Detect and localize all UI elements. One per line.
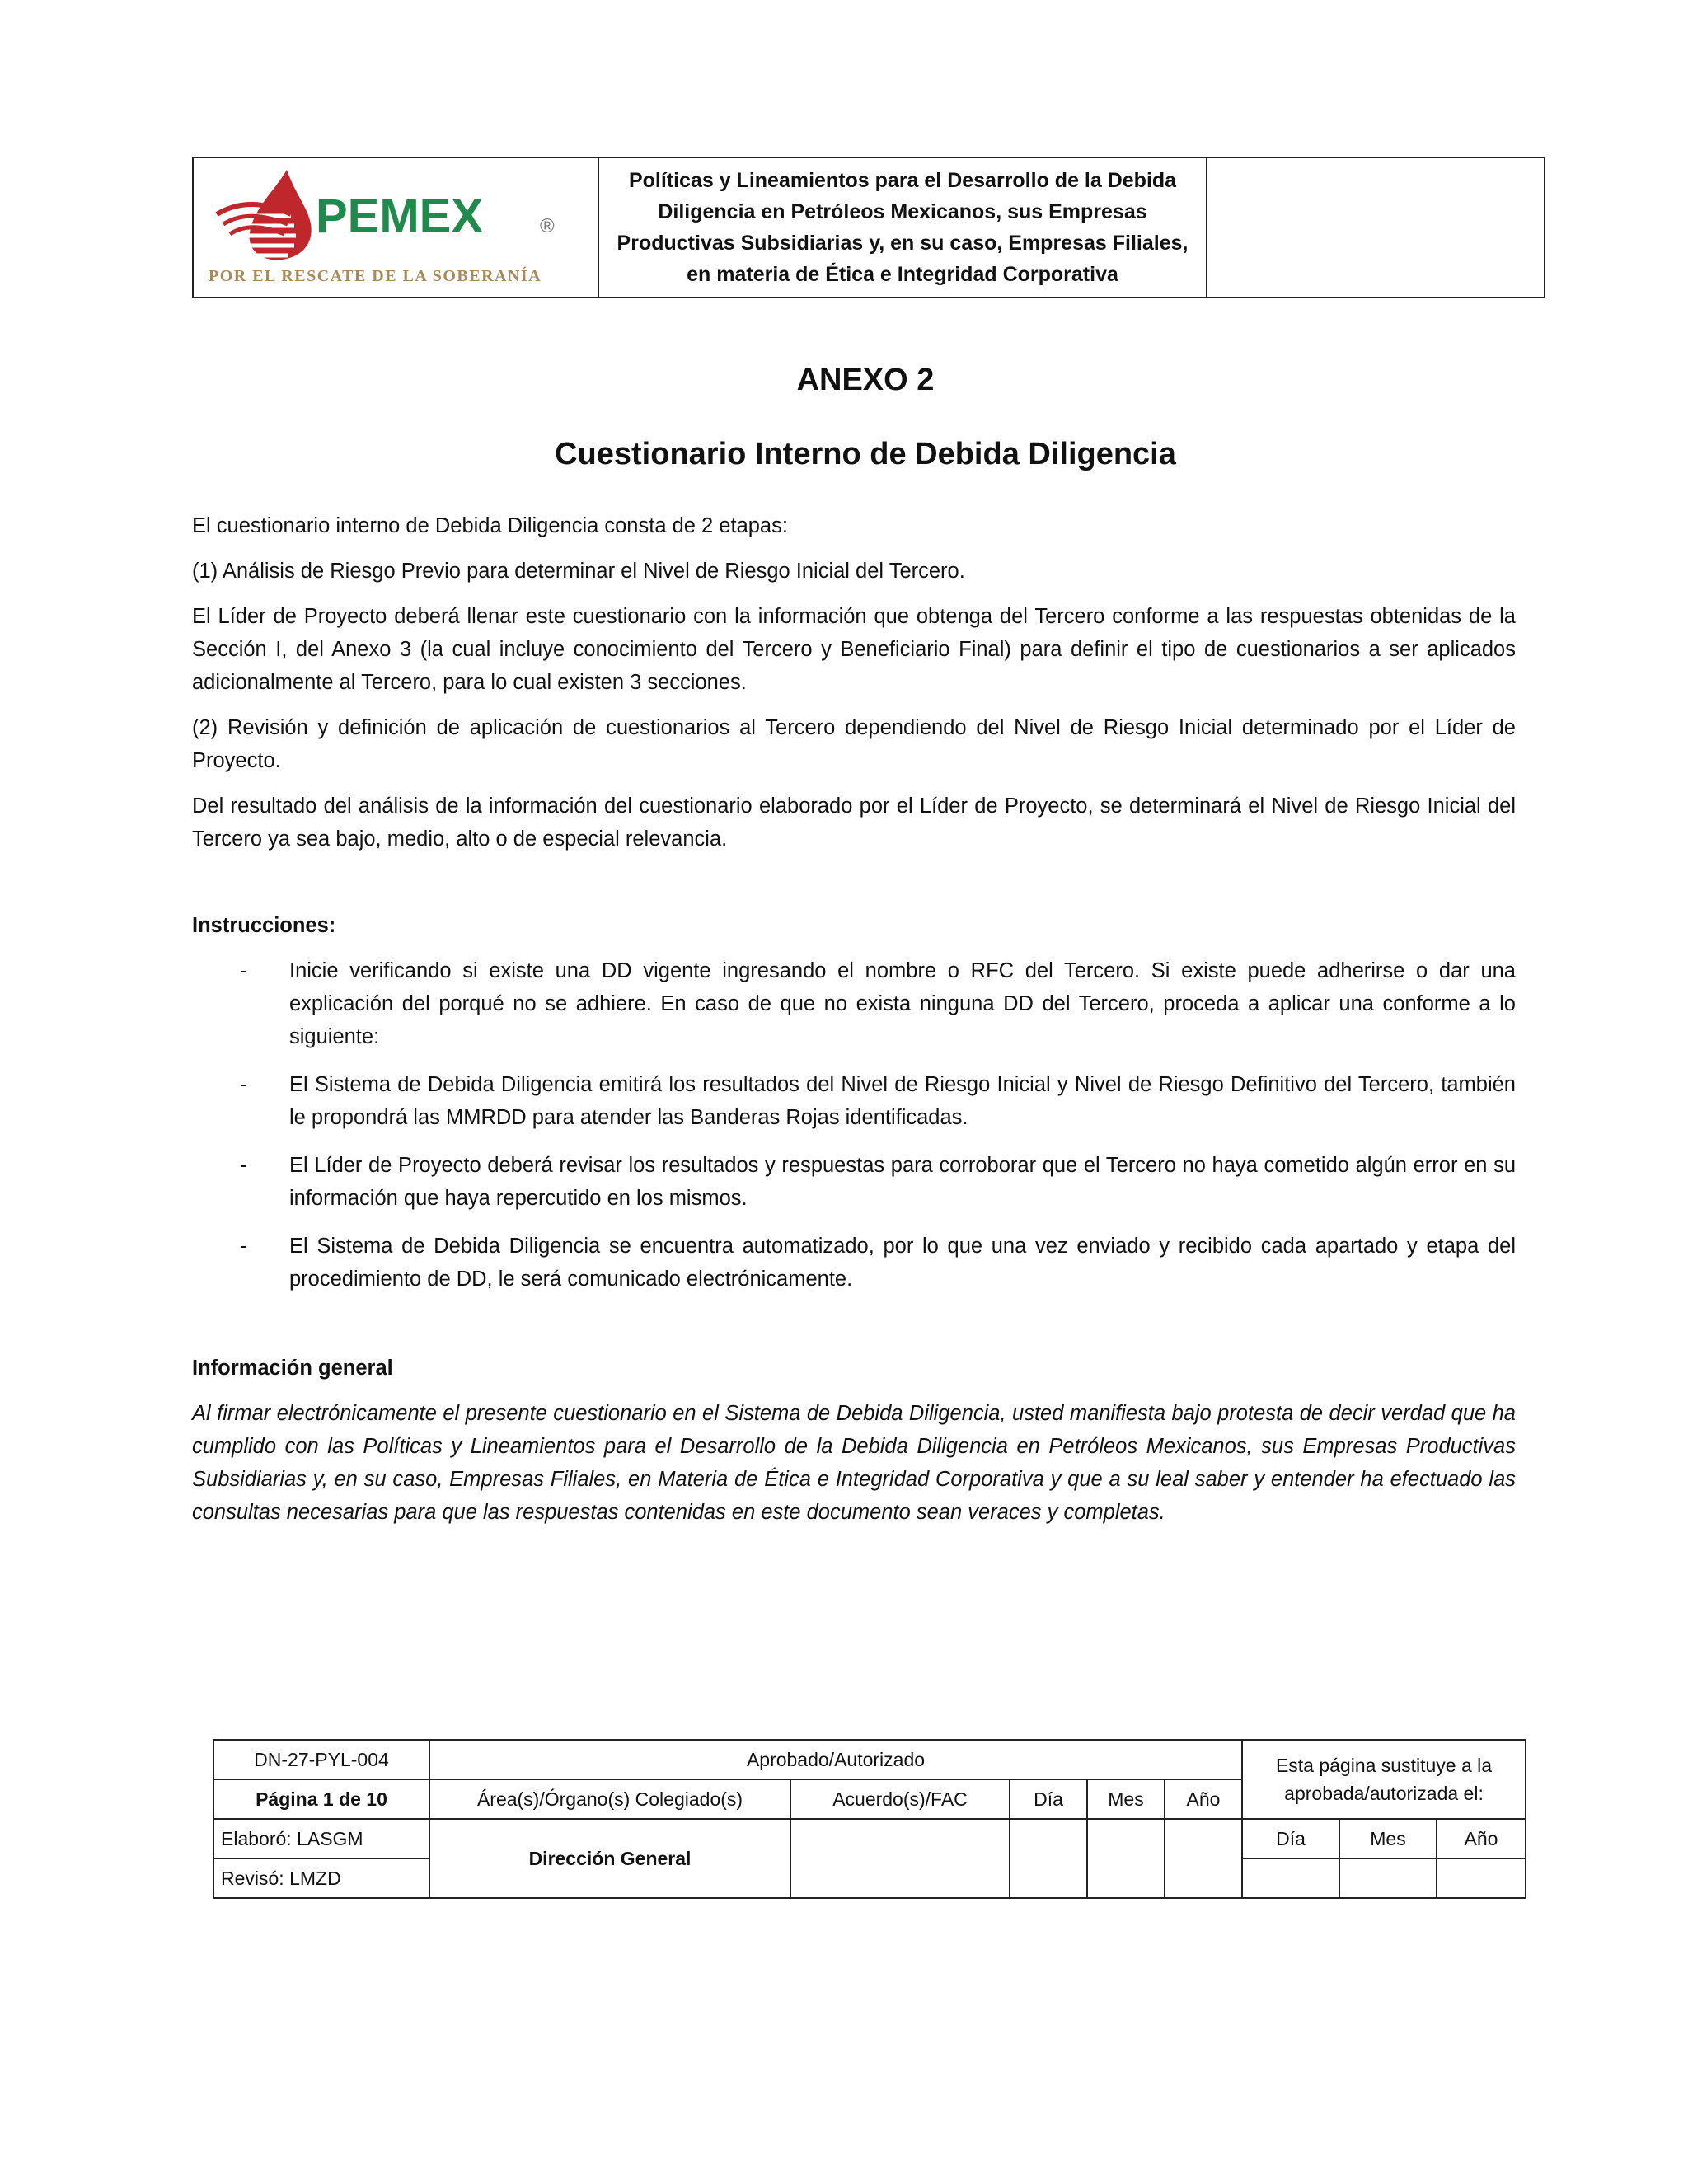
- list-item: [192, 954, 1516, 1053]
- approved-header: Aprobado/Autorizado: [429, 1740, 1242, 1779]
- document-subtitle: Cuestionario Interno de Debida Diligencia: [555, 437, 1176, 471]
- paragraph-4: (2) Revisión y definición de aplicación de cuestionarios al Tercero dependiendo del Nivel de Riesgo Inicial determinado por el Líder de Proyecto.: [192, 716, 1516, 772]
- bullet-dash: -: [240, 1073, 247, 1096]
- bullet-dash: -: [240, 1235, 247, 1258]
- footer-control-table: [213, 1739, 1526, 1899]
- bullet-dash: -: [240, 959, 247, 982]
- paragraph-5: Del resultado del análisis de la información del cuestionario elaborado por el Líder de Proyecto, se determinará el Nivel de Riesgo Inicial del Tercero ya sea bajo, medio, alto o de especial relevancia.: [192, 794, 1516, 851]
- year-header: Año: [1165, 1779, 1242, 1819]
- bullet-dash: -: [240, 1154, 247, 1177]
- general-info-text: Al firmar electrónicamente el presente cuestionario en el Sistema de Debida Diligencia, usted manifiesta bajo protesta de decir verdad que ha cumplido con las Políticas y Lineamientos para el Desarrollo de la Debida Diligencia en Petróleos Mexicanos, sus Empresas Productivas Subsidiarias y, en su caso, Empresas Filiales, en Materia de Ética e Integridad Corporativa y que a su leal saber y entender ha efectuado las consultas necesarias para que las respuestas contenidas en este documento sean veraces y completas.: [192, 1402, 1516, 1524]
- replace-day-header: Día: [1242, 1819, 1339, 1858]
- document-code: DN-27-PYL-004: [213, 1740, 429, 1779]
- logo-tagline: POR EL RESCATE DE LA SOBERANÍA: [209, 267, 542, 285]
- document-header: [192, 157, 1545, 298]
- instruction-text: El Sistema de Debida Diligencia se encuentra automatizado, por lo que una vez enviado y recibido cada apartado y etapa del procedimiento de DD, le será comunicado electrónicamente.: [289, 1235, 1516, 1291]
- month-cell: [1087, 1819, 1165, 1898]
- day-header: Día: [1010, 1779, 1087, 1819]
- direction-cell: Dirección General: [429, 1819, 790, 1898]
- paragraph-2: (1) Análisis de Riesgo Previo para determinar el Nivel de Riesgo Inicial del Tercero.: [192, 560, 965, 583]
- header-title: Políticas y Lineamientos para el Desarrollo de la Debida Diligencia en Petróleos Mexicanos, sus Empresas Productivas Subsidiarias y, en su caso, Empresas Filiales, en materia de Ética e Integridad Corporativa: [598, 158, 1207, 297]
- header-blank-cell: [1207, 158, 1544, 297]
- instructions-heading: Instrucciones:: [192, 914, 336, 937]
- year-cell: [1165, 1819, 1242, 1898]
- pemex-logo: [194, 158, 598, 297]
- paragraph-3: El Líder de Proyecto deberá llenar este cuestionario con la información que obtenga del Tercero conforme a las respuestas obtenidas de la Sección I, del Anexo 3 (la cual incluye conocimiento del Tercero y Beneficiario Final) para definir el tipo de cuestionarios a ser aplicados adicionalmente al Tercero, para lo cual existen 3 secciones.: [192, 605, 1516, 694]
- reviewed-by: Revisó: LMZD: [213, 1858, 429, 1898]
- agreement-cell: [790, 1819, 1010, 1898]
- list-item: [192, 1149, 1516, 1215]
- general-info-heading: Información general: [192, 1357, 393, 1380]
- replace-year-cell: [1437, 1858, 1526, 1898]
- instructions-list: [192, 954, 1516, 1296]
- month-header: Mes: [1087, 1779, 1165, 1819]
- pemex-eagle-logo-icon: [209, 166, 588, 265]
- instruction-text: El Sistema de Debida Diligencia emitirá los resultados del Nivel de Riesgo Inicial y Nivel de Riesgo Definitivo del Tercero, también le propondrá las MMRDD para atender las Banderas Rojas identificadas.: [289, 1073, 1516, 1129]
- list-item: [192, 1068, 1516, 1134]
- logo-registered-mark: ®: [540, 215, 555, 237]
- agreement-header: Acuerdo(s)/FAC: [790, 1779, 1010, 1819]
- page-number: Página 1 de 10: [213, 1779, 429, 1819]
- paragraph-1: El cuestionario interno de Debida Diligencia consta de 2 etapas:: [192, 514, 788, 537]
- instruction-text: Inicie verificando si existe una DD vigente ingresando el nombre o RFC del Tercero. Si existe puede adherirse o dar una explicación del porqué no se adhiere. En caso de que no exista ninguna DD del Tercero, proceda a aplicar una conforme a lo siguiente:: [289, 959, 1516, 1048]
- list-item: [192, 1230, 1516, 1296]
- instruction-text: El Líder de Proyecto deberá revisar los resultados y respuestas para corroborar que el Tercero no haya cometido algún error en su información que haya repercutido en los mismos.: [289, 1154, 1516, 1210]
- areas-header: Área(s)/Órgano(s) Colegiado(s): [429, 1779, 790, 1819]
- replace-month-header: Mes: [1339, 1819, 1437, 1858]
- document-body: [192, 509, 1516, 1541]
- replace-year-header: Año: [1437, 1819, 1526, 1858]
- day-cell: [1010, 1819, 1087, 1898]
- logo-brand: PEMEX: [316, 190, 484, 243]
- replace-month-cell: [1339, 1858, 1437, 1898]
- annex-title: ANEXO 2: [796, 363, 935, 397]
- prepared-by: Elaboró: LASGM: [213, 1819, 429, 1858]
- replaces-note: Esta página sustituye a la aprobada/autorizada el:: [1242, 1740, 1526, 1819]
- replace-day-cell: [1242, 1858, 1339, 1898]
